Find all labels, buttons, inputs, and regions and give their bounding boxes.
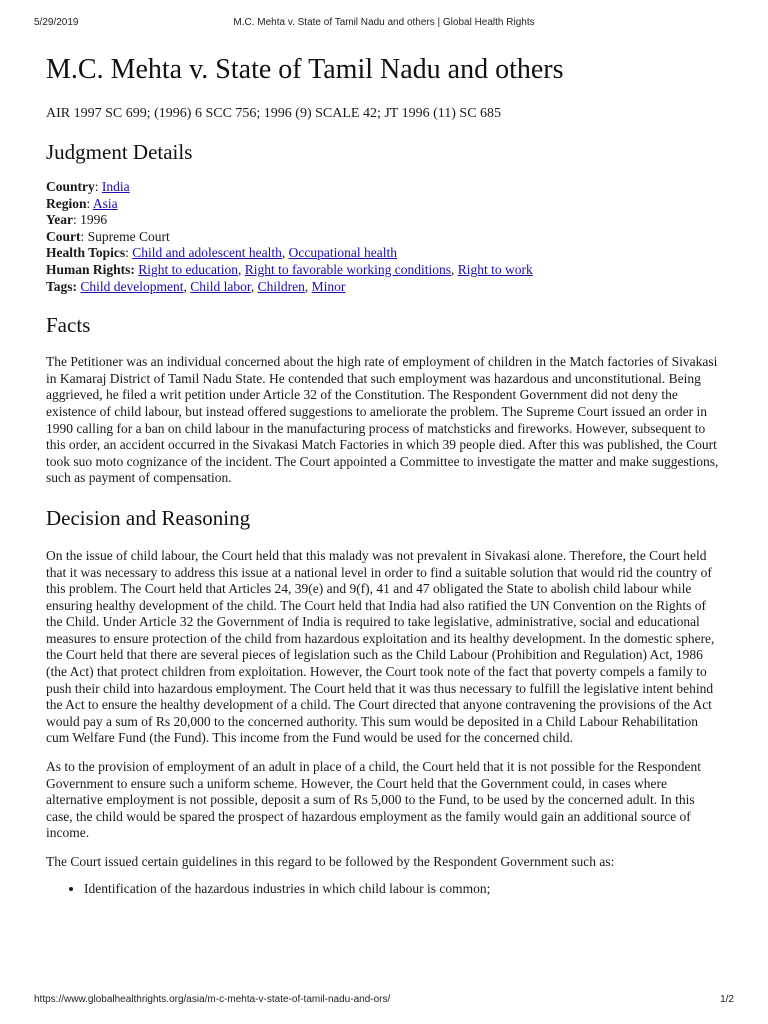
court-label: Court <box>46 228 81 244</box>
court-value: Supreme Court <box>87 228 170 244</box>
facts-paragraph: The Petitioner was an individual concerned about the high rate of employment of children in the Match factories of Sivakasi in Kamaraj District of Tamil Nadu State. He contended that such employment was hazardous and unconstitutional. Being aggrieved, he filed a writ petition under Article 32 of the Constitution. The Respondent Government did not deny the existence of child labour, but instead offered suggestions to ameliorate the problem. The Supreme Court issued an order in 1990 calling for a ban on child labour in the manufacturing process of matchsticks and fireworks. However, subsequent to this order, an accident occurred in the Sivakasi Match Factories in which 39 people died. After this was published, the Court took suo moto cognizance of the incident. The Court appointed a Committee to investigate the matter and make suggestions, such as payment of compensation. <box>46 354 719 486</box>
facts-heading: Facts <box>46 313 91 338</box>
court-row: Court: Supreme Court <box>46 228 170 244</box>
human-right-link[interactable]: Right to education <box>138 261 238 277</box>
country-link[interactable]: India <box>101 179 130 194</box>
decision-paragraph: As to the provision of employment of an adult in place of a child, the Court held that it is not possible for the Respondent Government to ensure such a uniform scheme. However, the Court held that the Government could, in cases where alternative employment is not possible, deposit a sum of Rs 5,000 to the Fund, to be used by the concerned adult. In this case, the child would be spared the prospect of hazardous employment as the family would gain an additional source of income. <box>46 759 702 841</box>
tags-row: Tags: Child development, Child labor, Children, Minor <box>46 278 346 294</box>
page-title: M.C. Mehta v. State of Tamil Nadu and others <box>46 54 564 85</box>
print-page-number: 1/2 <box>720 994 734 1005</box>
print-date: 5/29/2019 <box>34 17 79 28</box>
human-rights-row: Human Rights: Right to education, Right to favorable working conditions, Right to work <box>46 261 533 277</box>
tag-link[interactable]: Children <box>257 278 305 294</box>
region-label: Region <box>46 195 87 211</box>
judgment-details-heading: Judgment Details <box>46 140 193 164</box>
print-page-title: M.C. Mehta v. State of Tamil Nadu and others | Global Health Rights <box>233 17 535 28</box>
human-right-link[interactable]: Right to favorable working conditions <box>244 261 451 277</box>
tags-label: Tags: <box>46 278 78 294</box>
human-rights-label: Human Rights: <box>46 261 135 277</box>
year-value: 1996 <box>80 212 108 228</box>
list-item: • Identification of the hazardous industries in which child labour is common; <box>84 881 722 898</box>
health-topics-label: Health Topics <box>46 245 126 261</box>
year-row: Year: 1996 <box>46 212 108 228</box>
decision-paragraph: On the issue of child labour, the Court held that this malady was not prevalent in Sivakasi alone. Therefore, the Court held that it was necessary to address this issue at a national level in order to find a suitable solution that would rid the country of this problem. The Court held that Articles 24, 39(e) and 9(f), 41 and 47 obligated the State to abolish child labour while ensuring healthy development of the child. The Court held that India had also ratified the UN Convention on the Rights of the Child. Under Article 32 the Government of India is required to take legislative, administrative, social and educational measures to ensure protection of the child from hazardous exploitation and its healthy development. In the domestic sphere, the Court held that there are several pieces of legislation such as the Child Labour (Prohibition and Regulation) Act, 1986 (the Act) that protect children from exploitation. However, the Court took note of the fact that poverty compels a family to push their child into hazardous employment. The Court held that it was thus necessary to fulfill the legislative intent behind the Act to ensure the healthy development of a child. The Court directed that anyone contravening the provisions of the Act would pay a sum of Rs 20,000 to the concerned authority. This sum would be deposited in a Child Labour Rehabilitation cum Welfare Fund (the Fund). This income from the Fund would be used for the concerned child. <box>46 547 715 746</box>
region-row: Region: Asia <box>46 195 118 211</box>
tag-link[interactable]: Child labor <box>190 278 251 294</box>
print-header <box>34 17 734 31</box>
guidelines-list <box>46 881 722 898</box>
country-row: Country: India <box>46 179 130 194</box>
article <box>46 52 722 897</box>
tag-link[interactable]: Minor <box>311 278 346 294</box>
health-topic-link[interactable]: Occupational health <box>288 245 397 261</box>
human-right-link[interactable]: Right to work <box>457 261 533 277</box>
year-label: Year <box>46 212 73 228</box>
judgment-details <box>46 179 722 295</box>
health-topics-row: Health Topics: Child and adolescent health, Occupational health <box>46 245 397 261</box>
decision-heading: Decision and Reasoning <box>46 505 251 530</box>
health-topic-link[interactable]: Child and adolescent health <box>132 245 282 261</box>
print-footer <box>34 994 734 1008</box>
tag-link[interactable]: Child development <box>80 278 184 294</box>
citation: AIR 1997 SC 699; (1996) 6 SCC 756; 1996 (9) SCALE 42; JT 1996 (11) SC 685 <box>46 106 502 121</box>
region-link[interactable]: Asia <box>92 195 118 211</box>
country-label: Country <box>46 179 95 194</box>
decision-paragraph: The Court issued certain guidelines in this regard to be followed by the Respondent Government such as: <box>46 854 615 869</box>
print-url: https://www.globalhealthrights.org/asia/m-c-mehta-v-state-of-tamil-nadu-and-ors/ <box>34 994 391 1005</box>
